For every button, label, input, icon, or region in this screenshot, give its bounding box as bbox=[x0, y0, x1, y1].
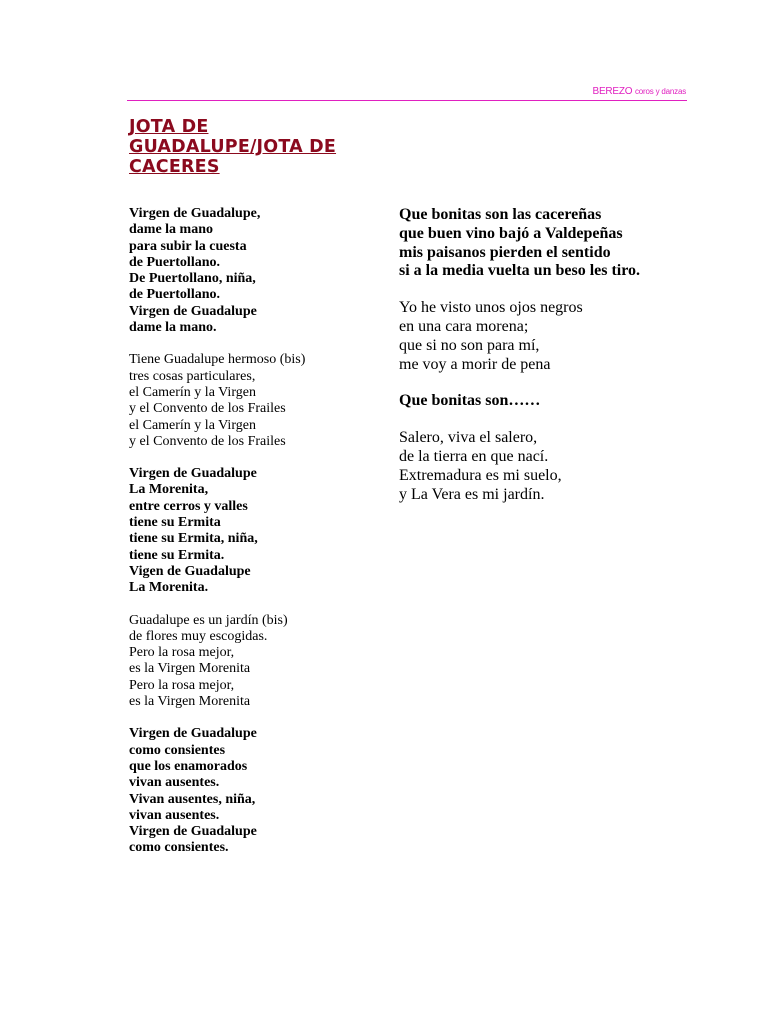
verse-line: Yo he visto unos ojos negros bbox=[399, 299, 583, 317]
stanza bbox=[129, 613, 379, 711]
verse-line: Virgen de Guadalupe bbox=[129, 466, 257, 482]
verse-line: Virgen de Guadalupe bbox=[129, 824, 257, 840]
verse-line: Pero la rosa mejor, bbox=[129, 645, 235, 661]
right-column bbox=[399, 206, 699, 504]
verse-line: Extremadura es mi suelo, bbox=[399, 466, 562, 484]
verse-line: vivan ausentes. bbox=[129, 775, 220, 791]
verse-line: de Puertollano. bbox=[129, 287, 220, 303]
verse-line: Virgen de Guadalupe, bbox=[129, 206, 261, 221]
stanza bbox=[399, 392, 699, 411]
stanza bbox=[399, 299, 699, 374]
stanza bbox=[399, 429, 699, 504]
stanza bbox=[129, 726, 379, 856]
stanza bbox=[129, 352, 379, 450]
verse-line: me voy a morir de pena bbox=[399, 355, 551, 373]
verse-line: tres cosas particulares, bbox=[129, 368, 256, 384]
verse-line: Vivan ausentes, niña, bbox=[129, 791, 256, 807]
verse-line: Guadalupe es un jardín (bis) bbox=[129, 612, 288, 628]
verse-line: que buen vino bajó a Valdepeñas bbox=[399, 224, 623, 242]
verse-line: La Morenita, bbox=[129, 482, 209, 498]
verse-line: Tiene Guadalupe hermoso (bis) bbox=[129, 352, 306, 368]
verse-line: y La Vera es mi jardín. bbox=[399, 485, 545, 503]
page-header bbox=[592, 86, 686, 97]
header-subtitle: coros y danzas bbox=[634, 87, 686, 96]
header-divider bbox=[127, 100, 687, 101]
verse-line: el Camerín y la Virgen bbox=[129, 417, 256, 433]
document-title: JOTA DE GUADALUPE/JOTA DE CACERES bbox=[129, 117, 337, 177]
verse-line: el Camerín y la Virgen bbox=[129, 384, 256, 400]
stanza bbox=[129, 466, 379, 596]
verse-line: y el Convento de los Frailes bbox=[129, 401, 286, 417]
verse-line: que los enamorados bbox=[129, 758, 248, 774]
verse-line: como consientes. bbox=[129, 840, 229, 856]
verse-line: que si no son para mí, bbox=[399, 336, 540, 354]
verse-line: tiene su Ermita, niña, bbox=[129, 531, 258, 547]
verse-line: es la Virgen Morenita bbox=[129, 661, 251, 677]
verse-line: entre cerros y valles bbox=[129, 498, 248, 514]
verse-line: La Morenita. bbox=[129, 580, 209, 596]
verse-line: para subir la cuesta bbox=[129, 238, 247, 254]
stanza bbox=[129, 206, 379, 336]
verse-line: como consientes bbox=[129, 742, 226, 758]
verse-line: De Puertollano, niña, bbox=[129, 271, 256, 287]
verse-line: Pero la rosa mejor, bbox=[129, 677, 235, 693]
verse-line: Salero, viva el salero, bbox=[399, 429, 538, 447]
verse-line: Que bonitas son…… bbox=[399, 392, 541, 410]
verse-line: vivan ausentes. bbox=[129, 807, 220, 823]
verse-line: si a la media vuelta un beso les tiro. bbox=[399, 262, 641, 280]
verse-line: de flores muy escogidas. bbox=[129, 628, 268, 644]
verse-line: dame la mano. bbox=[129, 320, 217, 336]
verse-line: en una cara morena; bbox=[399, 317, 529, 335]
verse-line: Virgen de Guadalupe bbox=[129, 726, 257, 742]
header-brand: BEREZO bbox=[592, 86, 633, 97]
verse-line: tiene su Ermita bbox=[129, 515, 221, 531]
verse-line: mis paisanos pierden el sentido bbox=[399, 243, 611, 261]
verse-line: Virgen de Guadalupe bbox=[129, 303, 257, 319]
verse-line: y el Convento de los Frailes bbox=[129, 433, 286, 449]
verse-line: Vigen de Guadalupe bbox=[129, 563, 251, 579]
verse-line: dame la mano bbox=[129, 222, 213, 238]
verse-line: es la Virgen Morenita bbox=[129, 694, 251, 710]
verse-line: de la tierra en que nací. bbox=[399, 447, 549, 465]
left-column bbox=[129, 206, 379, 857]
stanza bbox=[399, 206, 699, 281]
verse-line: tiene su Ermita. bbox=[129, 547, 225, 563]
verse-line: Que bonitas son las cacereñas bbox=[399, 206, 602, 223]
verse-line: de Puertollano. bbox=[129, 254, 220, 270]
